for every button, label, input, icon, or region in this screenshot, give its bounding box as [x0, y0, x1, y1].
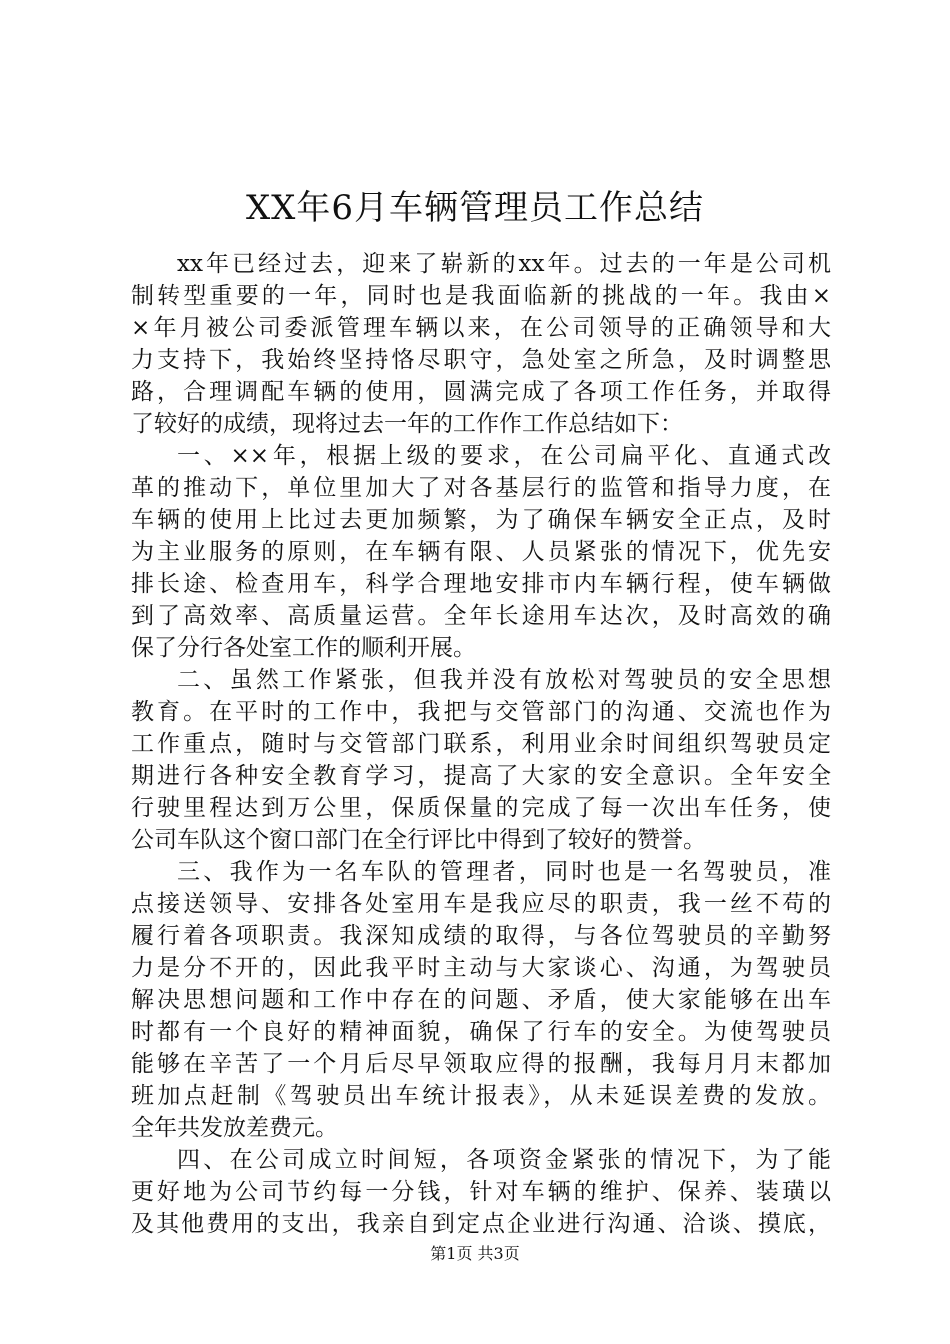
body-line: 为主业服务的原则，在车辆有限、人员紧张的情况下，优先安	[131, 539, 831, 565]
body-line: 二、虽然工作紧张，但我并没有放松对驾驶员的安全思想	[177, 667, 831, 693]
document-title: XX年6月车辆管理员工作总结	[245, 188, 705, 228]
body-line: 教育。在平时的工作中，我把与交管部门的沟通、交流也作为	[131, 699, 831, 725]
body-line: 点接送领导、安排各处室用车是我应尽的职责，我一丝不苟的	[131, 891, 831, 917]
page-indicator: 第1页 共3页	[430, 1244, 520, 1263]
body-line: 工作重点，随时与交管部门联系，利用业余时间组织驾驶员定	[131, 731, 831, 757]
body-line: 期进行各种安全教育学习，提高了大家的安全意识。全年安全	[131, 763, 831, 789]
body-line: 一、××年，根据上级的要求，在公司扁平化、直通式改	[177, 443, 831, 469]
body-line: 力支持下，我始终坚持恪尽职守，急处室之所急，及时调整思	[131, 347, 831, 373]
document-body	[131, 248, 831, 1240]
body-line: 解决思想问题和工作中存在的问题、矛盾，使大家能够在出车	[131, 987, 831, 1013]
body-line: xx年已经过去，迎来了崭新的xx年。过去的一年是公司机	[177, 251, 831, 277]
body-line: 四、在公司成立时间短，各项资金紧张的情况下，为了能	[177, 1147, 831, 1173]
body-line: 革的推动下，单位里加大了对各基层行的监管和指导力度，在	[131, 475, 831, 501]
body-line: 了较好的成绩，现将过去一年的工作作工作总结如下：	[131, 411, 683, 437]
body-line: 及其他费用的支出，我亲自到定点企业进行沟通、洽谈、摸底，	[131, 1211, 831, 1237]
body-line: 路，合理调配车辆的使用，圆满完成了各项工作任务，并取得	[131, 379, 831, 405]
body-line: 行驶里程达到万公里，保质保量的完成了每一次出车任务，使	[131, 795, 831, 821]
body-line: 公司车队这个窗口部门在全行评比中得到了较好的赞誉。	[131, 827, 706, 853]
body-line: 保了分行各处室工作的顺利开展。	[131, 635, 476, 661]
body-line: 班加点赶制《驾驶员出车统计报表》，从未延误差费的发放。	[131, 1083, 831, 1109]
body-line: 履行着各项职责。我深知成绩的取得，与各位驾驶员的辛勤努	[131, 923, 831, 949]
body-line: 全年共发放差费元。	[131, 1115, 338, 1141]
body-line: ×年月被公司委派管理车辆以来，在公司领导的正确领导和大	[131, 315, 831, 341]
body-line: 排长途、检查用车，科学合理地安排市内车辆行程，使车辆做	[131, 571, 831, 597]
body-line: 制转型重要的一年，同时也是我面临新的挑战的一年。我由×	[131, 283, 831, 309]
body-line: 三、我作为一名车队的管理者，同时也是一名驾驶员，准	[177, 859, 831, 885]
body-line: 车辆的使用上比过去更加频繁，为了确保车辆安全正点，及时	[131, 507, 831, 533]
body-line: 更好地为公司节约每一分钱，针对车辆的维护、保养、装璜以	[131, 1179, 831, 1205]
body-line: 力是分不开的，因此我平时主动与大家谈心、沟通，为驾驶员	[131, 955, 831, 981]
body-line: 到了高效率、高质量运营。全年长途用车达次，及时高效的确	[131, 603, 831, 629]
body-line: 能够在辛苦了一个月后尽早领取应得的报酬，我每月月末都加	[131, 1051, 831, 1077]
body-line: 时都有一个良好的精神面貌，确保了行车的安全。为使驾驶员	[131, 1019, 831, 1045]
